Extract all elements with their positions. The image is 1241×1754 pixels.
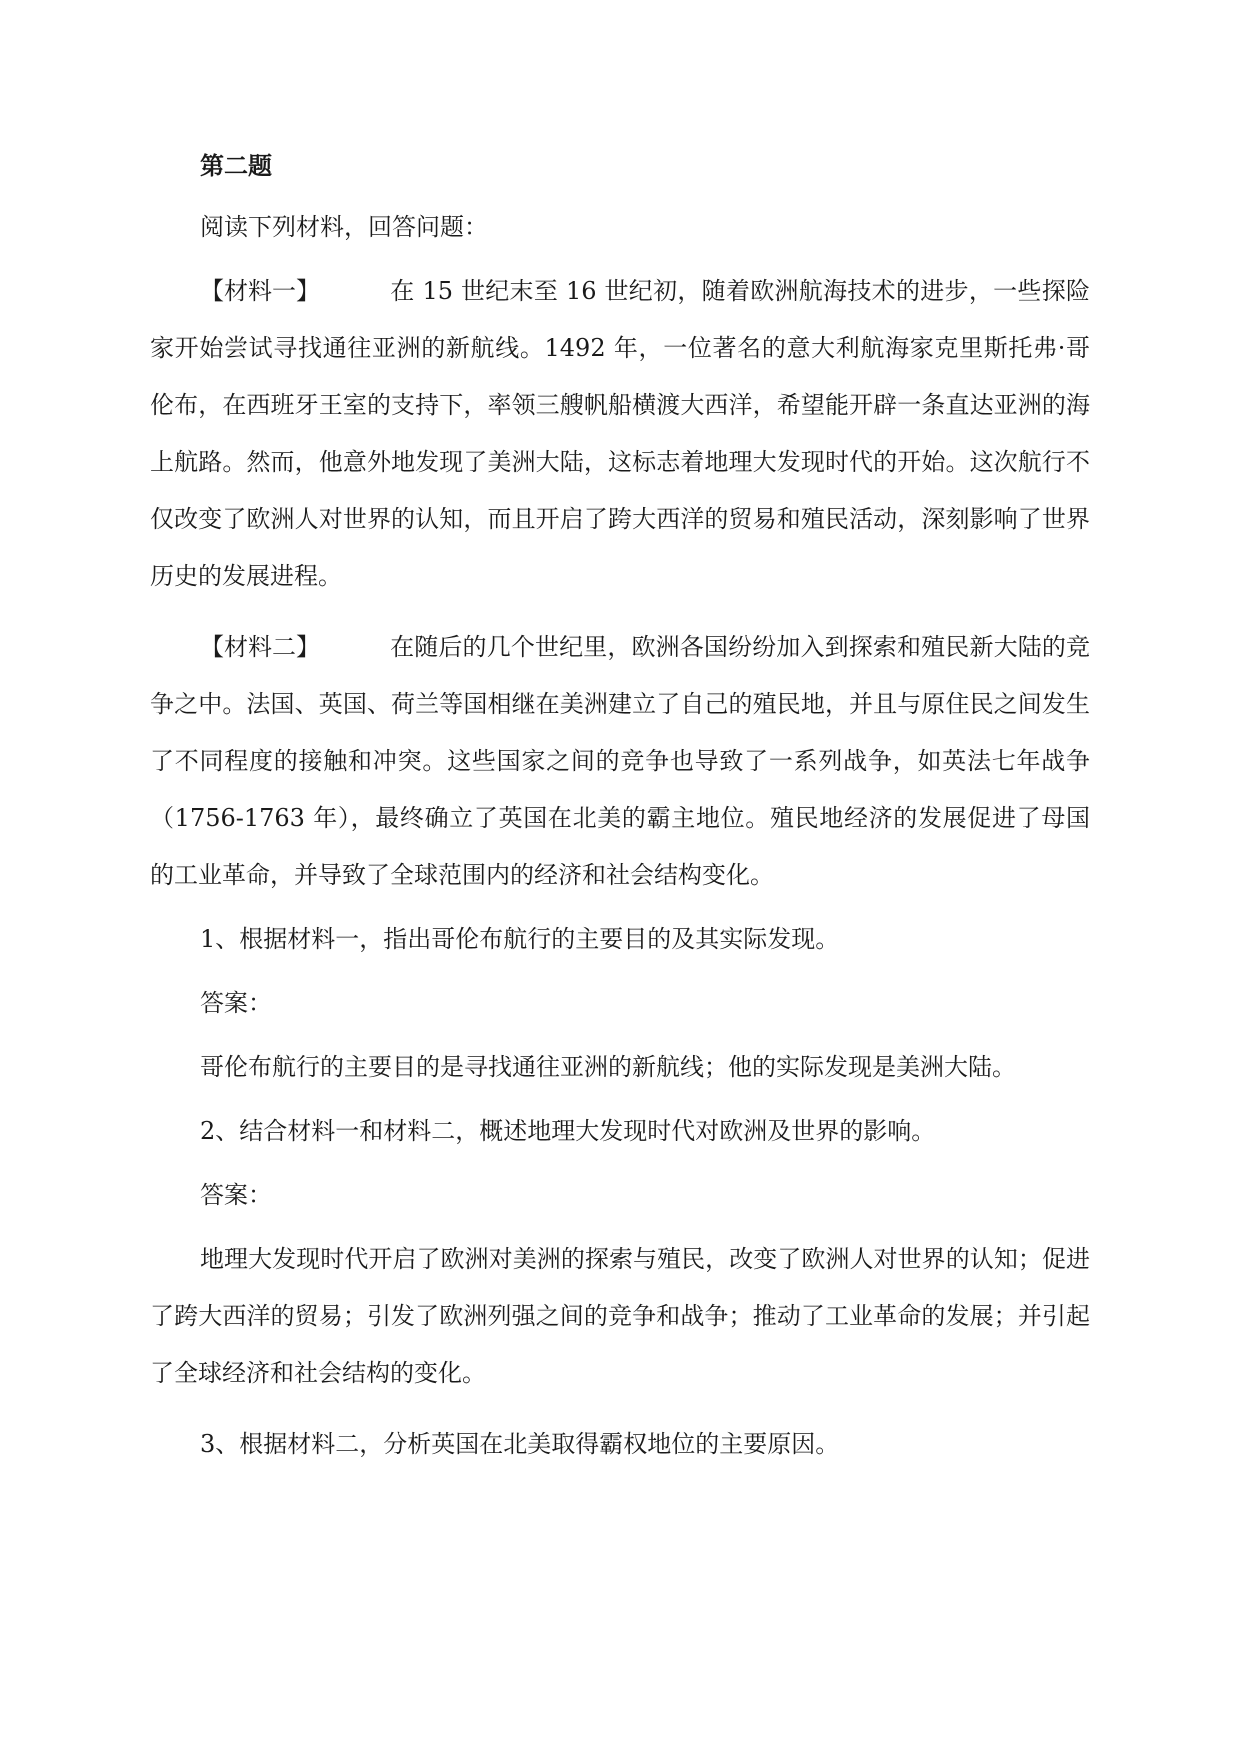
answer-1-label: 答案： — [200, 989, 272, 1017]
material-two — [150, 619, 1090, 904]
answer-2-label: 答案： — [200, 1181, 272, 1209]
material-one — [150, 263, 1090, 605]
question-title: 第二题 — [200, 151, 272, 180]
intro-text: 阅读下列材料，回答问题： — [200, 213, 488, 241]
material-two-text: 在随后的几个世纪里，欧洲各国纷纷加入到探索和殖民新大陆的竞争之中。法国、英国、荷兰等国相继在美洲建立了自己的殖民地，并且与原住民之间发生了不同程度的接触和冲突。这些国家之间的竞争也导致了一系列战争，如英法七年战争（1756-1763 年），最终确立了英国在北美的霸主地位。殖民地经济的发展促进了母国的工业革命，并导致了全球范围内的经济和社会结构变化。 — [150, 633, 1090, 889]
question-2: 2、结合材料一和材料二，概述地理大发现时代对欧洲及世界的影响。 — [200, 1117, 936, 1145]
document-page — [150, 140, 1090, 1480]
question-1: 1、根据材料一，指出哥伦布航行的主要目的及其实际发现。 — [200, 925, 840, 953]
material-one-text: 在 15 世纪末至 16 世纪初，随着欧洲航海技术的进步，一些探险家开始尝试寻找通往亚洲的新航线。1492 年，一位著名的意大利航海家克里斯托弗·哥伦布，在西班牙王室的支持下，率领三艘帆船横渡大西洋，希望能开辟一条直达亚洲的海上航路。然而，他意外地发现了美洲大陆，这标志着地理大发现时代的开始。这次航行不仅改变了欧洲人对世界的认知，而且开启了跨大西洋的贸易和殖民活动，深刻影响了世界历史的发展进程。 — [150, 277, 1090, 590]
answer-2-text: 地理大发现时代开启了欧洲对美洲的探索与殖民，改变了欧洲人对世界的认知；促进了跨大西洋的贸易；引发了欧洲列强之间的竞争和战争；推动了工业革命的发展；并引起了全球经济和社会结构的变化。 — [150, 1245, 1090, 1387]
material-one-label: 【材料一】 — [200, 277, 320, 305]
material-two-label: 【材料二】 — [200, 633, 320, 661]
question-3: 3、根据材料二，分析英国在北美取得霸权地位的主要原因。 — [200, 1430, 840, 1458]
answer-1-text: 哥伦布航行的主要目的是寻找通往亚洲的新航线；他的实际发现是美洲大陆。 — [200, 1053, 1016, 1081]
